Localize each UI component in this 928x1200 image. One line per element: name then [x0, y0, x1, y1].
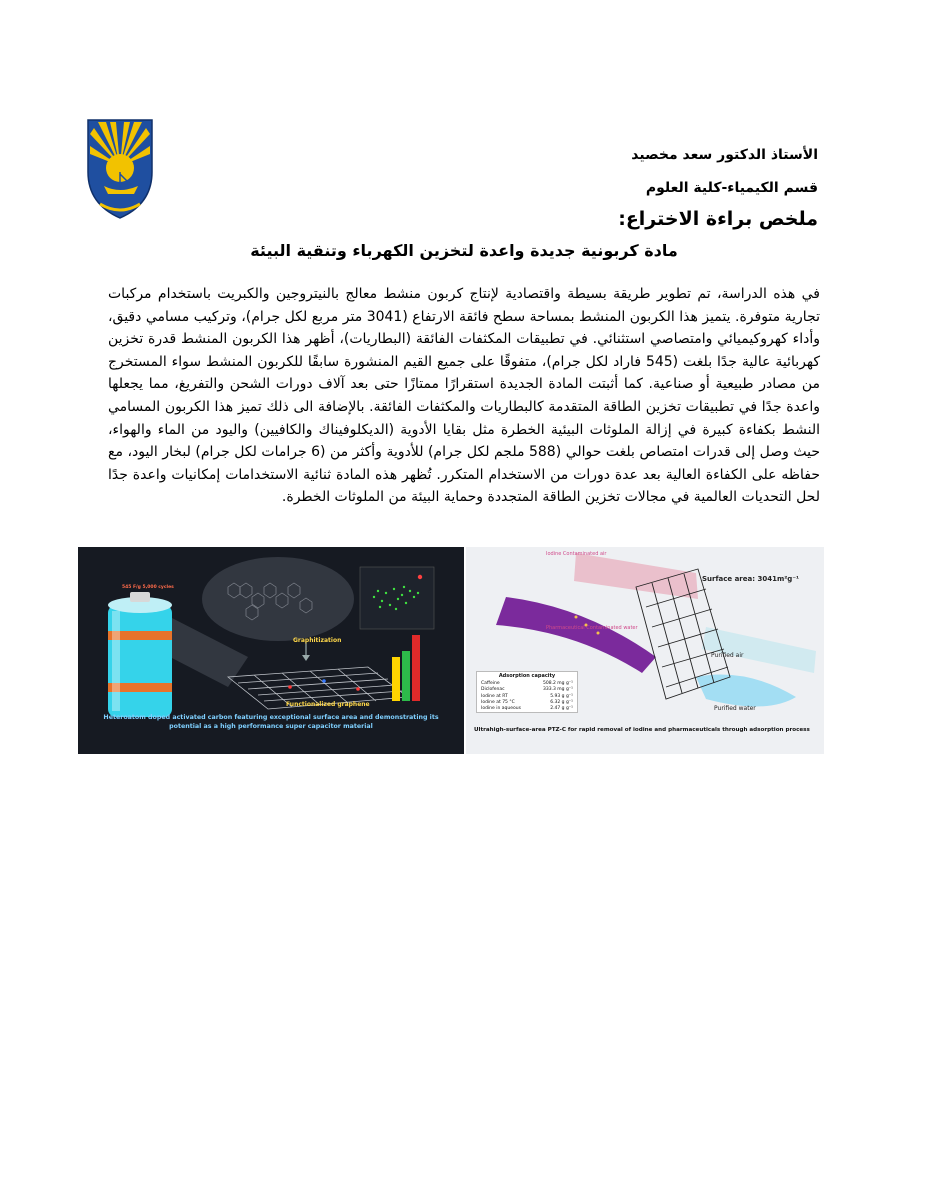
table-row: [477, 706, 577, 712]
adsorbate-value: 6.32 g g⁻¹: [550, 699, 573, 705]
adsorbate-name: Caffeine: [481, 681, 500, 686]
adsorbate-value: 2.47 g g⁻¹: [550, 706, 573, 712]
pharma-water-label: Pharmaceutical Contaminated water: [546, 625, 638, 631]
iodine-air-label: Iodine Contaminated air: [546, 551, 607, 557]
summary-heading: ملخص براءة الاختراع:: [618, 208, 818, 230]
adsorbate-name: Iodine in aqueous: [481, 706, 521, 712]
adsorbate-value: 508.2 mg g⁻¹: [542, 681, 573, 686]
figure-right-caption: Ultrahigh-surface-area PTZ-C for rapid removal of iodine and pharmaceuticals through adsorption process: [474, 727, 810, 733]
body-paragraph: في هذه الدراسة، تم تطوير طريقة بسيطة واقتصادية لإنتاج كربون منشط معالج بالنيتروجين والكبريت باستخدام مركبات تجارية متوفرة. يتميز هذا الكربون المنشط بمساحة سطح فائقة الارتفاع (3041 متر مربع لكل جرام)، وتركيب مسامي دقيق، وأداء كهروكيميائي وامتصاصي استثنائي. في تطبيقات المكثفات الفائقة (البطاريات)، أظهر هذا الكربون المنشط قدرة تخزين كهربائية عالية جدًا بلغت (545 فاراد لكل جرام)، متفوقًا على جميع القيم المنشورة سابقًا للكربون المنشط سواء المستخرج من مصادر طبيعية أو صناعية. كما أثبتت المادة الجديدة استقرارًا ممتازًا حتى بعد آلاف دورات الشحن والتفريغ، مما يجعلها واعدة جدًا في تطبيقات تخزين الطاقة المتقدمة كالبطاريات والمكثفات الفائقة. بالإضافة الى ذلك تميز هذا الكربون المسامي النشط بكفاءة كبيرة في إزالة الملوثات البيئية الخطرة مثل بقايا الأدوية (الديكلوفيناك والكافيين) واليود من الماء والهواء، حيث وصل إلى قدرات امتصاص بلغت حوالي (588 ملجم لكل جرام) للأدوية وأكثر من (6 جرامات لكل جرام) لبخار اليود، مع حفاظه على الكفاءة العالية بعد عدة دورات من الاستخدام المتكرر. تُظهر هذه المادة ثنائية الاستخدامات إمكانيات واعدة جدًا لحل التحديات العالمية في مجالات تخزين الطاقة المتجددة وحماية البيئة من الملوثات الخطرة.: [108, 286, 820, 506]
functionalized-graphene-label: Functionalized graphene: [286, 701, 370, 708]
adsorbate-name: Iodine at RT: [481, 693, 508, 699]
adsorbate-value: 333.3 mg g⁻¹: [542, 687, 573, 693]
adsorption-capacity-table: [476, 671, 578, 713]
adsorbate-value: 5.93 g g⁻¹: [550, 693, 573, 699]
purified-air-label: Purified air: [711, 652, 744, 659]
adsorbate-name: Diclofenac: [481, 687, 505, 693]
university-logo: [82, 112, 158, 220]
figure-left-caption: Heteroatom doped activated carbon featuring exceptional surface area and demonstrating its potential as a high performance super capacitor material: [103, 714, 439, 730]
purified-water-label: Purified water: [714, 705, 756, 712]
adsorption-title: Adsorption capacity: [498, 673, 556, 679]
surface-area-label: Surface area: 3041m²g⁻¹: [702, 575, 800, 583]
adsorbate-name: Iodine at 75 °C: [481, 699, 515, 705]
figure-adsorption: [466, 547, 824, 754]
figure-supercapacitor: [78, 547, 464, 754]
department: قسم الكيمياء-كلية العلوم: [645, 180, 818, 196]
graphitization-label: Graphitization: [293, 637, 342, 644]
author-name: الأستاذ الدكتور سعد مخصيد: [631, 147, 818, 163]
document-title: مادة كربونية جديدة واعدة لتخزين الكهرباء وتنقية البيئة: [250, 241, 678, 260]
battery-label: 545 F/g 5,000 cycles: [122, 585, 174, 590]
